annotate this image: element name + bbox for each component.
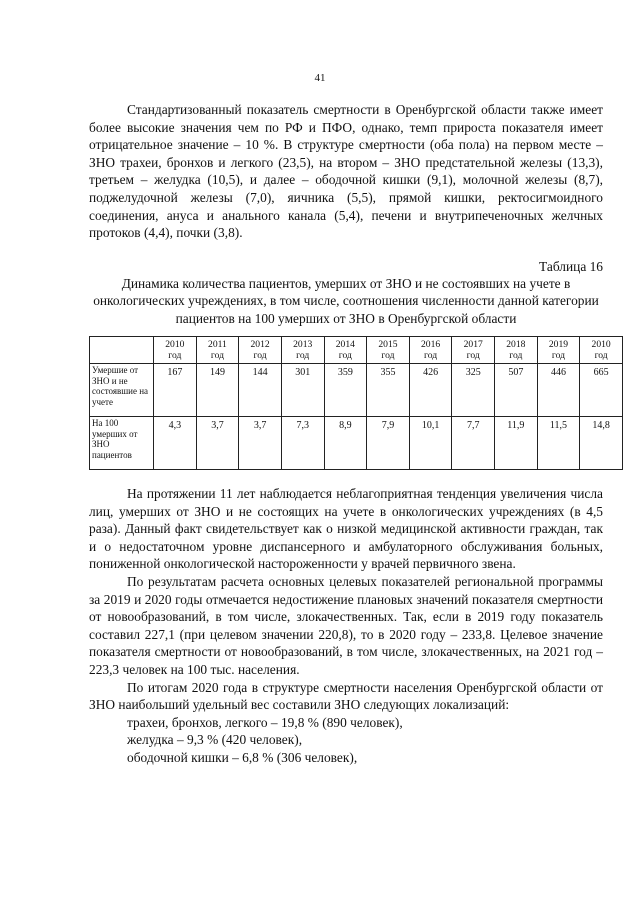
list-item: трахеи, бронхов, легкого – 19,8 % (890 человек), <box>127 714 403 730</box>
header-year-2010: 2010 год <box>154 337 197 364</box>
table-cell: 11,5 <box>537 417 580 470</box>
row-label: Умершие от ЗНО и не состоявшие на учете <box>90 364 154 417</box>
table-cell: 10,1 <box>409 417 452 470</box>
header-year-2014: 2014 год <box>324 337 367 364</box>
row-label: На 100 умерших от ЗНО пациентов <box>90 417 154 470</box>
text-block-intro <box>89 101 603 242</box>
table-cell: 3,7 <box>239 417 282 470</box>
table-cell: 14,8 <box>580 417 623 470</box>
table-cell: 3,7 <box>196 417 239 470</box>
table-cell: 144 <box>239 364 282 417</box>
paragraph-2020-structure: По итогам 2020 года в структуре смертности населения Оренбургской области от ЗНО наибольший удельный вес составили ЗНО следующих локализаций: <box>89 679 603 713</box>
table-cell: 359 <box>324 364 367 417</box>
table-cell: 446 <box>537 364 580 417</box>
data-table <box>89 336 623 470</box>
table-cell: 4,3 <box>154 417 197 470</box>
page-number: 41 <box>314 72 326 84</box>
list-item: ободочной кишки – 6,8 % (306 человек), <box>127 749 358 765</box>
table-cell: 301 <box>281 364 324 417</box>
header-empty-cell <box>90 337 154 364</box>
header-year-2017: 2017 год <box>452 337 495 364</box>
table-cell: 167 <box>154 364 197 417</box>
table-cell: 8,9 <box>324 417 367 470</box>
table-cell: 507 <box>495 364 538 417</box>
header-year-2015: 2015 год <box>367 337 410 364</box>
table-cell: 426 <box>409 364 452 417</box>
table-cell: 7,9 <box>367 417 410 470</box>
table-cell: 11,9 <box>495 417 538 470</box>
table-cell: 149 <box>196 364 239 417</box>
text-block-analysis <box>89 485 603 767</box>
header-year-2019: 2019 год <box>537 337 580 364</box>
table-caption: Таблица 16 <box>539 259 603 274</box>
table-title: Динамика количества пациентов, умерших от ЗНО и не состоявших на учете в онкологических учреждениях, в том числе, соотношения численности данной категории пациентов на 100 умерших от ЗНО в Оренбургской области <box>93 276 599 326</box>
table-cell: 355 <box>367 364 410 417</box>
header-year-2016: 2016 год <box>409 337 452 364</box>
paragraph-mortality-structure: Стандартизованный показатель смертности в Оренбургской области также имеет более высокие значения чем по РФ и ПФО, однако, темп прироста показателя имеет отрицательное значение – 10 %. В структуре смертности (оба пола) на первом месте – ЗНО трахеи, бронхов и легкого (23,5), на втором – ЗНО предстательной железы (13,3), третьем – желудка (10,5), и далее – ободочной кишки (9,1), молочной железы (8,7), поджелудочной железы (7,0), яичника (5,5), прямой кишки, ректосигмоидного соединения, ануса и анального канала (5,4), печени и внутрипеченочных желчных протоков (4,4), почки (3,8). <box>89 102 603 241</box>
table-cell: 665 <box>580 364 623 417</box>
table-cell: 7,3 <box>281 417 324 470</box>
header-year-2011: 2011 год <box>196 337 239 364</box>
table-header-row <box>90 337 623 364</box>
table-cell: 7,7 <box>452 417 495 470</box>
list-item: желудка – 9,3 % (420 человек), <box>127 732 303 748</box>
header-year-2012: 2012 год <box>239 337 282 364</box>
table-cell: 325 <box>452 364 495 417</box>
header-year-2018: 2018 год <box>495 337 538 364</box>
paragraph-target-indicators: По результатам расчета основных целевых показателей региональной программы за 2019 и 2020 годы отмечается недостижение плановых значений показателя смертности от новообразований, в том числе, злокачественных. Так, если в 2019 году показатель составил 227,1 (при целевом значении 220,8), то в 2020 году – 233,8. Целевое значение показателя смертности от новообразований, в том числе, злокачественных, на 2021 год – 223,3 человек на 100 тыс. населения. <box>89 573 603 677</box>
header-year-last: 2010 год <box>580 337 623 364</box>
table-row <box>90 364 623 417</box>
header-year-2013: 2013 год <box>281 337 324 364</box>
table-row <box>90 417 623 470</box>
paragraph-trend: На протяжении 11 лет наблюдается неблагоприятная тенденция увеличения числа лиц, умерших от ЗНО и не состоящих на учете в онкологических учреждениях (в 4,5 раза). Данный факт свидетельствует как о низкой медицинской активности граждан, так и о недостаточном уровне диспансерного и амбулаторного обслуживания больных, пониженной онкологической настороженности у врачей первичного звена. <box>89 486 603 572</box>
